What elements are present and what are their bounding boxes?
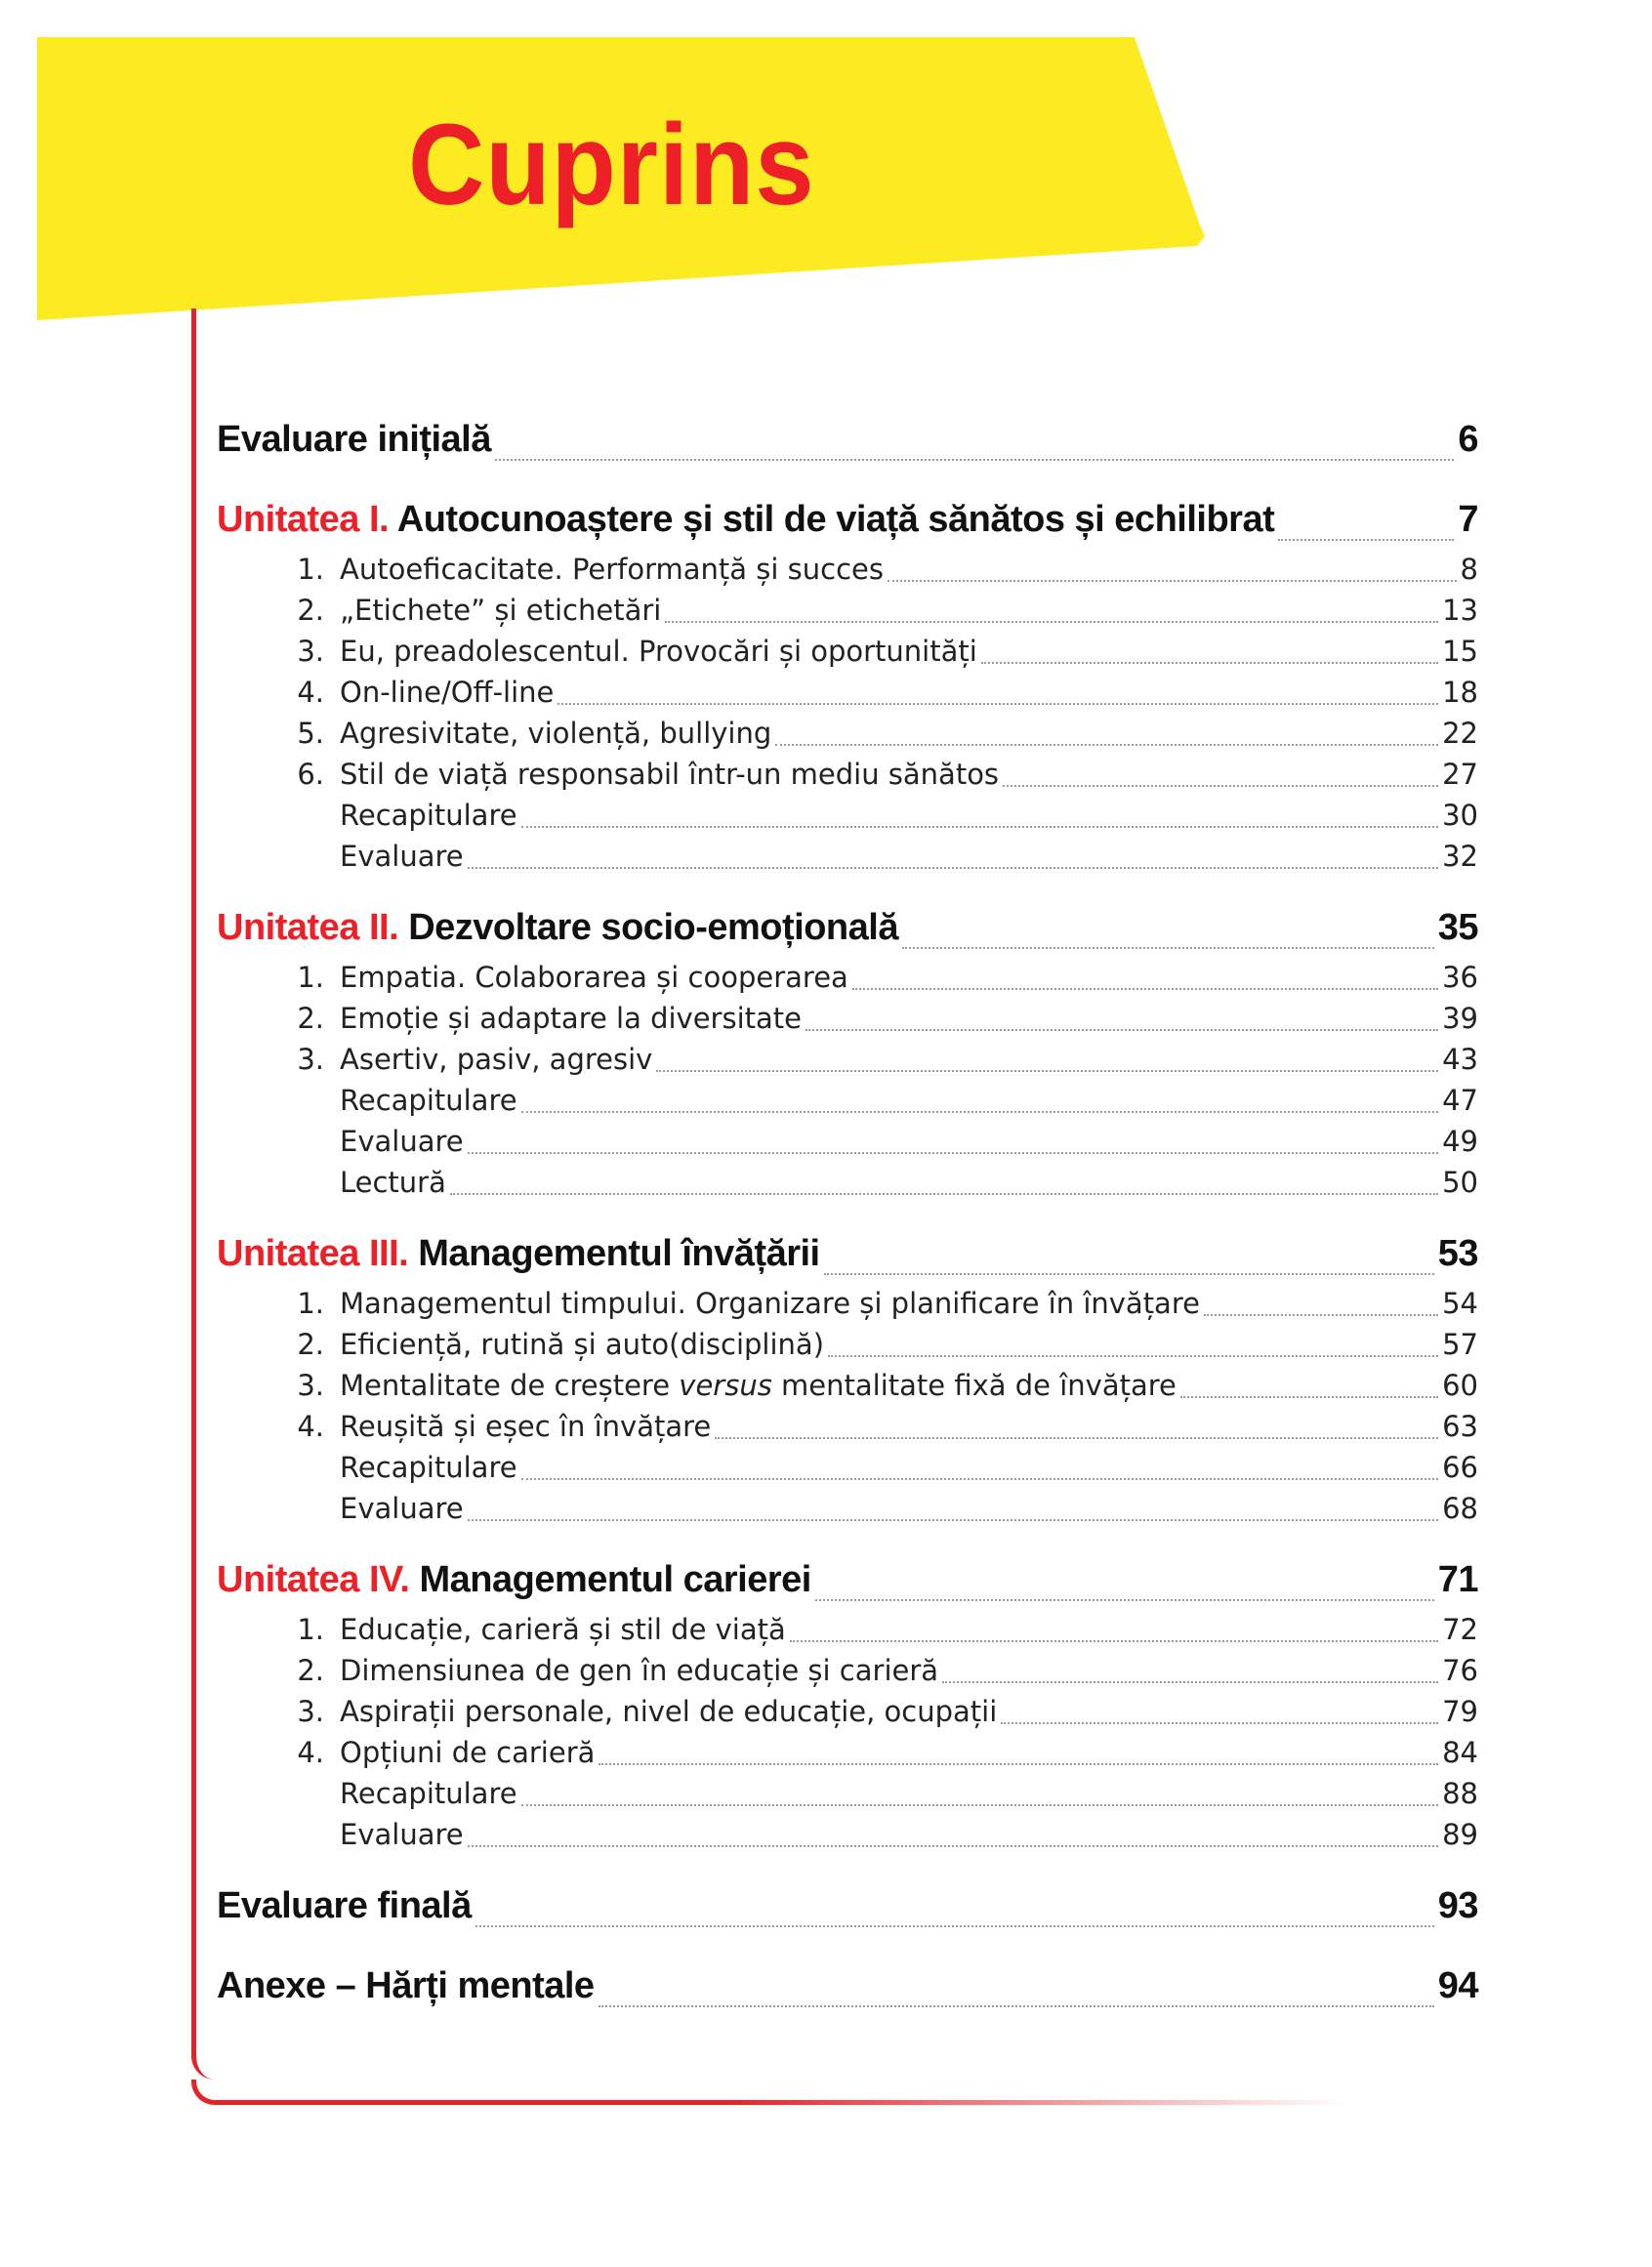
toc-item[interactable] [217,590,1478,631]
leader-dots [468,1519,1439,1521]
item-page: 32 [1442,840,1478,873]
toc-item[interactable] [217,672,1478,713]
item-number: 3. [297,1369,324,1402]
toc-entry-anexe[interactable] [217,1957,1478,2015]
item-label: Agresivitate, violență, bullying [340,717,772,750]
item-page: 43 [1442,1043,1478,1076]
item-label: Evaluare [340,840,464,873]
toc-item[interactable] [217,1324,1478,1365]
leader-dots [665,621,1438,623]
toc-item[interactable] [217,1039,1478,1080]
unit-prefix: Unitatea I. [217,499,390,540]
item-label: Recapitulare [340,1084,517,1117]
leader-dots [981,662,1438,664]
leader-dots [495,459,1454,461]
leader-dots [521,1804,1439,1806]
toc-entry-label: Anexe – Hărți mentale [217,1965,595,2006]
leader-dots [599,1763,1438,1765]
leader-dots [656,1070,1438,1072]
item-page: 27 [1442,758,1478,791]
item-label: Asertiv, pasiv, agresiv [340,1043,653,1076]
unit-title: Managementul carierei [419,1559,811,1600]
leader-dots [1003,785,1438,787]
unit-page: 7 [1458,499,1478,540]
unit-title: Dezvoltare socio-emoțională [408,907,898,948]
item-page: 60 [1442,1369,1478,1402]
page-title: Cuprins [408,101,815,229]
item-number: 2. [297,594,324,627]
leader-dots [715,1437,1438,1439]
leader-dots [450,1193,1438,1195]
unit-prefix: Unitatea III. [217,1233,409,1274]
item-page: 8 [1460,553,1478,586]
leader-dots [468,1152,1439,1154]
toc-unit-1[interactable] [217,490,1478,549]
toc-item[interactable] [217,1283,1478,1324]
item-label: Lectură [340,1166,446,1199]
item-number: 4. [297,1410,324,1443]
item-label: Autoeficacitate. Performanță și succes [340,553,885,586]
item-label: Educație, carieră și stil de viață [340,1613,786,1646]
item-number: 3. [297,1043,324,1076]
leader-dots [942,1681,1438,1683]
item-number: 1. [297,1613,324,1646]
item-page: 50 [1442,1166,1478,1199]
item-page: 76 [1442,1654,1478,1687]
item-page: 79 [1442,1695,1478,1728]
leader-dots [599,2005,1434,2007]
toc-unit-3[interactable] [217,1224,1478,1283]
toc-item[interactable] [217,1773,1478,1814]
toc-item[interactable] [217,795,1478,836]
toc-entry-page: 93 [1437,1885,1478,1926]
item-number: 4. [297,1736,324,1769]
item-page: 49 [1442,1125,1478,1158]
toc-item[interactable] [217,1121,1478,1162]
unit-page: 35 [1437,907,1478,948]
item-label: Empatia. Colaborarea și cooperarea [340,961,848,994]
item-number: 4. [297,676,324,709]
item-label: „Etichete” și etichetări [340,594,662,627]
item-label: Eu, preadolescentul. Provocări și oportunități [340,635,977,668]
leader-dots [1278,539,1454,541]
item-label: Stil de viață responsabil într-un mediu sănătos [340,758,1000,791]
item-number: 1. [297,961,324,994]
item-page: 30 [1442,799,1478,832]
unit-prefix: Unitatea IV. [217,1559,410,1600]
toc-entry-label: Evaluare inițială [217,419,491,460]
leader-dots [468,1845,1439,1847]
item-page: 54 [1442,1287,1478,1320]
item-label: Dimensiunea de gen în educație și carieră [340,1654,939,1687]
item-number: 2. [297,1654,324,1687]
leader-dots [521,1111,1439,1113]
item-label: Eficiență, rutină și auto(disciplină) [340,1328,825,1361]
toc-item[interactable] [217,631,1478,672]
page-frame-corner [191,2080,217,2105]
leader-dots [521,1478,1439,1480]
toc-item[interactable] [217,1609,1478,1650]
item-page: 22 [1442,717,1478,750]
item-page: 84 [1442,1736,1478,1769]
item-label: Evaluare [340,1492,464,1525]
leader-dots [790,1640,1438,1642]
item-page: 88 [1442,1777,1478,1810]
table-of-contents [217,410,1478,2015]
item-label: Recapitulare [340,799,517,832]
toc-item[interactable] [217,1365,1478,1406]
toc-item[interactable] [217,1406,1478,1447]
item-number: 3. [297,1695,324,1728]
item-page: 39 [1442,1002,1478,1035]
toc-item[interactable] [217,836,1478,877]
toc-entry-page: 94 [1437,1965,1478,2006]
item-page: 47 [1442,1084,1478,1117]
item-label: Recapitulare [340,1777,517,1810]
toc-item[interactable] [217,1814,1478,1855]
item-page: 15 [1442,635,1478,668]
toc-item[interactable] [217,1732,1478,1773]
item-number: 1. [297,1287,324,1320]
leader-dots [1180,1396,1438,1398]
toc-item[interactable] [217,1691,1478,1732]
leader-dots [815,1599,1434,1601]
leader-dots [828,1355,1438,1357]
item-label: Reușită și eșec în învățare [340,1410,712,1443]
leader-dots [468,867,1439,869]
item-number: 1. [297,553,324,586]
toc-entry-evaluare-finala[interactable] [217,1876,1478,1935]
item-page: 13 [1442,594,1478,627]
toc-item[interactable] [217,1488,1478,1529]
item-page: 66 [1442,1451,1478,1484]
item-page: 57 [1442,1328,1478,1361]
item-label: Recapitulare [340,1451,517,1484]
leader-dots [902,947,1434,949]
toc-item[interactable] [217,1650,1478,1691]
toc-item[interactable] [217,549,1478,590]
toc-item[interactable] [217,754,1478,795]
unit-page: 53 [1437,1233,1478,1274]
leader-dots [888,580,1457,582]
item-page: 68 [1442,1492,1478,1525]
toc-entry-page: 6 [1458,419,1478,460]
item-number: 6. [297,758,324,791]
item-number: 5. [297,717,324,750]
item-label: Evaluare [340,1818,464,1851]
item-label: Opțiuni de carieră [340,1736,596,1769]
item-page: 63 [1442,1410,1478,1443]
toc-unit-2[interactable] [217,898,1478,957]
item-label-part: mentalitate fixă de învățare [771,1369,1177,1402]
leader-dots [824,1273,1434,1275]
page-frame-bottom-line [217,2100,1349,2105]
item-page: 36 [1442,961,1478,994]
toc-item[interactable] [217,998,1478,1039]
item-page: 89 [1442,1818,1478,1851]
unit-title: Autocunoaștere și stil de viață sănătos și echilibrat [396,499,1275,540]
leader-dots [475,1925,1434,1927]
leader-dots [558,703,1438,705]
item-page: 18 [1442,676,1478,709]
item-label [340,1365,1177,1406]
item-label: Aspirații personale, nivel de educație, ocupații [340,1695,998,1728]
leader-dots [775,744,1438,746]
unit-title: Managementul învățării [418,1233,820,1274]
toc-entry-evaluare-initiala[interactable] [217,410,1478,469]
item-number: 2. [297,1002,324,1035]
unit-prefix: Unitatea II. [217,907,399,948]
leader-dots [852,988,1438,990]
item-label: On-line/Off-line [340,676,555,709]
item-label: Emoție și adaptare la diversitate [340,1002,802,1035]
leader-dots [805,1029,1438,1031]
item-label-emphasis: versus [679,1369,772,1402]
leader-dots [1001,1722,1438,1724]
toc-item[interactable] [217,1447,1478,1488]
item-page: 72 [1442,1613,1478,1646]
leader-dots [1204,1314,1438,1316]
item-label-part: Mentalitate de creștere [340,1369,680,1402]
toc-item[interactable] [217,957,1478,998]
item-number: 3. [297,635,324,668]
unit-page: 71 [1437,1559,1478,1600]
item-label: Evaluare [340,1125,464,1158]
toc-item[interactable] [217,1080,1478,1121]
item-number: 2. [297,1328,324,1361]
toc-entry-label: Evaluare finală [217,1885,472,1926]
item-label: Managementul timpului. Organizare și planificare în învățare [340,1287,1200,1320]
leader-dots [521,826,1439,828]
toc-item[interactable] [217,1162,1478,1203]
toc-unit-4[interactable] [217,1550,1478,1609]
toc-item[interactable] [217,713,1478,754]
